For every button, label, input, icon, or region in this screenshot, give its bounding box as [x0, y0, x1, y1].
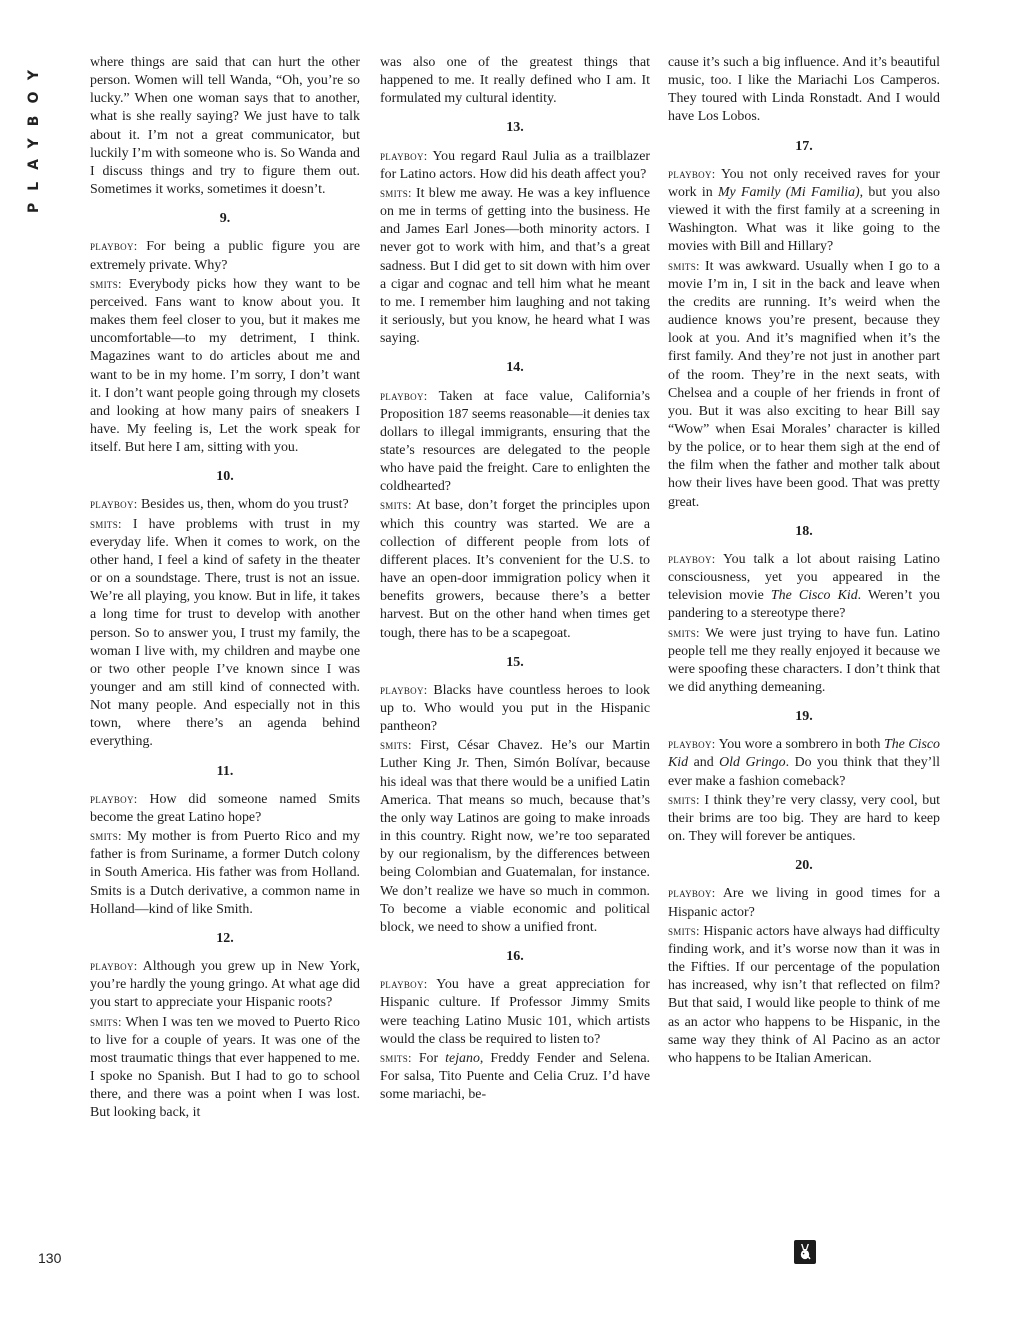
speaker-playboy: playboy: [668, 166, 716, 181]
answer [90, 1013, 360, 1123]
speaker-playboy: playboy: [668, 551, 716, 566]
vertical-brand [22, 58, 46, 213]
question [380, 681, 650, 736]
answer-text: Hispanic actors have always had difficulty finding work, and it’s worse now than it was in the Fifties. If our percentage of the population has increased, why isn’t that reflected on film? But that said, I would like people to think of me as an actor who happens to be Hispanic, in the same way they think of Al Pacino as an actor who happens to be Italian American. [668, 923, 940, 1066]
question [668, 735, 940, 790]
genre-name: tejano [445, 1050, 480, 1066]
question-number: 17. [795, 138, 813, 154]
answer [668, 624, 940, 698]
question-number: 12. [216, 930, 234, 946]
answer [90, 515, 360, 752]
column-2 [380, 54, 650, 1104]
question-number: 14. [506, 360, 524, 376]
speaker-smits: smits: [90, 276, 122, 291]
speaker-smits: smits: [90, 1014, 122, 1029]
speaker-smits: smits: [380, 185, 412, 200]
question-text: You have a great appreciation for Hispanic culture. If Professor Jimmy Smits were teaching Latino Music 101, which artists would the class be required to listen to? [380, 977, 650, 1047]
film-title: Old Gringo [719, 755, 786, 771]
question-text: and [693, 755, 714, 771]
question-text: Besides us, then, whom do you trust? [141, 497, 349, 513]
page-number: 130 [38, 1250, 62, 1266]
vertical-brand-text: PLAYBOY [26, 58, 42, 214]
answer [380, 1049, 650, 1104]
question [90, 237, 360, 274]
question-number: 19. [795, 709, 813, 725]
speaker-playboy: playboy: [380, 682, 428, 697]
paragraph: cause it’s such a big influence. And it’s beautiful music, too. I like the Mariachi Los Camperos. They toured with Linda Ronstadt. And I would have Los Lobos. [668, 55, 940, 125]
speaker-playboy: playboy: [90, 497, 138, 512]
question-text: Taken at face value, California’s Proposition 187 seems reasonable—it denies tax dollars to illegal immigrants, ensuring that the state’s resources are delegated to the people who have paid the freight. Care to enlighten the coldhearted? [380, 388, 650, 495]
answer [380, 184, 650, 348]
speaker-playboy: playboy: [380, 148, 428, 163]
film-title: My Family (Mi Familia) [717, 184, 860, 200]
question [668, 550, 940, 624]
question-text: . Weren’t you pandering to a stereotype there? [668, 588, 941, 622]
speaker-playboy: playboy: [90, 959, 138, 974]
answer [380, 496, 650, 642]
speaker-smits: smits: [380, 738, 412, 753]
film-title: The Cisco Kid [668, 737, 940, 771]
question [380, 147, 650, 184]
answer [668, 791, 940, 846]
question [380, 387, 650, 497]
answer-text: We were just trying to have fun. Latino people tell me they really enjoyed it because we were spoofing these characters. I don’t think that we did anything demeaning. [668, 625, 940, 695]
speaker-playboy: playboy: [380, 977, 428, 992]
question-text: You wore a sombrero in both [718, 737, 881, 753]
speaker-playboy: playboy: [668, 737, 716, 752]
question-text: , but you also viewed it with the first family at a screening in Washington. What was it like going to the movies with Bill and Hillary? [668, 184, 941, 255]
question [90, 957, 360, 1012]
answer [668, 922, 940, 1068]
speaker-smits: smits: [90, 516, 122, 531]
answer-text: Everybody picks how they want to be perceived. Fans want to know about you. It makes them feel closer to you, but it makes me uncomfortable—to my detriment, I think. Magazines want to do articles about me and want to be in my home. I’m sorry, I don’t want it. I don’t want people going through my closets and looking at how many pairs of sneakers I have. My feeling is, Let the work speak for itself. But here I am, sitting with you. [90, 276, 360, 456]
rabbit-head-icon-graphic [797, 1243, 813, 1261]
answer-text: When I was ten we moved to Puerto Rico to live for a couple of years. It was one of the most traumatic things that ever happened to me. I spoke no Spanish. But I had to go to school there, and there was a point when I was lost. But looking back, it [90, 1014, 360, 1121]
question-text: You talk a lot about raising Latino consciousness, yet you appeared in the television movie [668, 551, 940, 604]
speaker-smits: smits: [90, 829, 122, 844]
question-text: How did someone named Smits become the great Latino hope? [90, 791, 360, 825]
column-3 [668, 54, 940, 1068]
question [90, 790, 360, 827]
answer-text: At base, don’t forget the principles upon which this country was started. We are a collection of different people from lots of different places. It’s convenient for the U.S. to have an open-door immigration policy when it benefits growers, because there’s a better harvest. But on the other hand when times get tough, there has to be a scapegoat. [380, 498, 650, 641]
question-text: Are we living in good times for a Hispanic actor? [668, 886, 940, 920]
question-number: 9. [219, 211, 231, 227]
answer-text: For [418, 1050, 439, 1066]
answer [668, 257, 940, 512]
answer [380, 736, 650, 937]
question-text: . Do you think that they’ll ever make a fashion comeback? [668, 755, 940, 789]
speaker-smits: smits: [380, 498, 412, 513]
question-number: 13. [506, 120, 524, 136]
paragraph: where things are said that can hurt the other person. Women will tell Wanda, “Oh, you’re so lucky.” When one woman says that to another, what is she really saying? We just have to talk about it. I’m not a great communicator, but luckily I’m with someone who is. So Wanda and I discuss things and try to figure them out. Sometimes it works, sometimes it doesn’t. [90, 55, 360, 198]
speaker-smits: smits: [380, 1050, 412, 1065]
speaker-smits: smits: [668, 923, 700, 938]
question [90, 495, 360, 514]
question-number: 15. [506, 654, 524, 670]
question-text: Blacks have countless heroes to look up to. Who would you put in the Hispanic pantheon? [380, 682, 650, 735]
answer-text: My mother is from Puerto Rico and my father is from Suriname, a former Dutch colony in South America. His father was from Holland. Smits is a Dutch derivative, a common name in Holland—kind of like Smith. [90, 829, 360, 917]
speaker-playboy: playboy: [90, 791, 138, 806]
speaker-smits: smits: [668, 625, 700, 640]
question-number: 20. [795, 858, 813, 874]
answer-text: It blew me away. He was a key influence on me in terms of getting into the business. He and James Earl Jones—both minority actors. I never got to work with him, and that’s a great sadness. But I did get to sit down with him over a cigar and cognac and tell him what he meant to me. I remember him laughing and not taking it seriously, but you know, he heard what I was saying. [380, 185, 650, 347]
speaker-playboy: playboy: [380, 388, 428, 403]
speaker-smits: smits: [668, 792, 700, 807]
question [668, 165, 940, 257]
answer-text: It was awkward. Usually when I go to a movie I’m in, I sit in the back and leave when the credits are running. It’s weird when the audience knows you’re present, because they look at you. And it’s magnified when it’s the first family. And they’re not just in another part of the room. They’re in the next seats, with Chelsea and a couple of her friends in front of you. But it was also exciting to hear Bill say “Wow” when Esai Morales’ character is killed by the police, or to hear them sigh at the end of the film when the father and mother talk about how their lives have been good. That was pretty great. [668, 258, 940, 510]
answer-text: , Freddy Fender and Selena. For salsa, Tito Puente and Celia Cruz. I’d have some mariachi, be- [380, 1050, 650, 1103]
speaker-playboy: playboy: [90, 239, 138, 254]
question-text: You regard Raul Julia as a trailblazer for Latino actors. How did his death affect you? [380, 148, 650, 182]
question-number: 10. [216, 469, 234, 485]
question-text: Although you grew up in New York, you’re hardly the young gringo. At what age did you start to appreciate your Hispanic roots? [90, 959, 360, 1011]
question [668, 884, 940, 921]
question-number: 11. [216, 763, 234, 779]
answer-text: I have problems with trust in my everyday life. When it comes to work, on the other hand, I feel a kind of safety in the theater or on a soundstage. There, trust is not an issue. We’re all playing, you know. But in life, it takes a long time for trust to develop with another person. So to answer you, I trust my family, the woman I live with, my children and maybe one or two other people I’ve known since I was younger and am still kind of connected with. Not many people. And especially not in this town, where there’s an agenda behind everything. [90, 516, 360, 750]
question-text: For being a public figure you are extremely private. Why? [90, 239, 360, 273]
answer-text: I think they’re very classy, very cool, but their brims are too big. They are hard to keep on. They will forever be antiques. [668, 792, 940, 845]
column-1 [90, 54, 360, 1122]
question-text: You not only received raves for your work in [668, 166, 940, 200]
question-number: 16. [506, 949, 524, 965]
speaker-smits: smits: [668, 258, 700, 273]
answer [90, 275, 360, 458]
rabbit-head-icon [794, 1240, 816, 1264]
paragraph: was also one of the greatest things that happened to me. It really defined who I am. It formulated my cultural identity. [380, 55, 650, 107]
speaker-playboy: playboy: [668, 886, 716, 901]
answer-text: First, César Chavez. He’s our Martin Luther King Jr. Then, Simón Bolívar, because his ideal was that there would be a unified Latin America. That means so much, because that’s the only way Latinos are going to make inroads in this country. Right now, we’re too separated by our regionalism, by the differences between being Colombian and Guatemalan, for instance. We don’t realize we have so much in common. To become a viable economic and political block, we need to show a unified front. [380, 738, 650, 935]
film-title: The Cisco Kid [770, 588, 858, 604]
question-number: 18. [795, 523, 813, 539]
answer [90, 827, 360, 919]
question [380, 975, 650, 1049]
